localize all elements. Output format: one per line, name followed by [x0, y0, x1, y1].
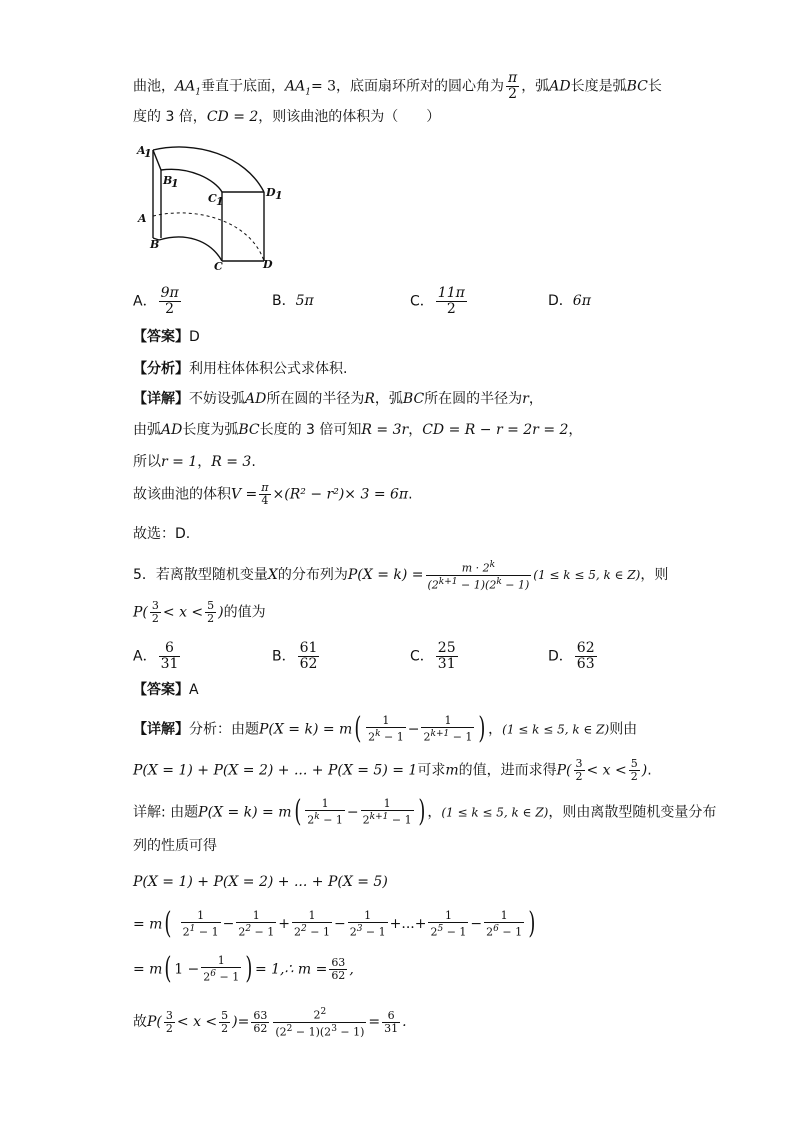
- frac-den: − 1): [501, 578, 530, 592]
- frac-num: 1: [361, 798, 414, 811]
- term-fraction: [348, 910, 388, 939]
- label-c: C: [214, 260, 223, 270]
- term-sign: −: [470, 916, 483, 933]
- math: = 1,∴ m =: [254, 961, 328, 978]
- frac-num: 1: [181, 910, 221, 923]
- frac-term-2: [421, 715, 474, 744]
- math: = m: [133, 916, 163, 933]
- frac-5-2: [205, 600, 216, 625]
- term-sign: +: [278, 916, 291, 933]
- option-fraction: [298, 641, 320, 672]
- frac-num: 6: [382, 1010, 400, 1023]
- math: ,: [349, 961, 354, 978]
- q4-analysis: [133, 359, 347, 379]
- option-letter: A．: [133, 648, 157, 665]
- math: P(X = 1) + P(X = 2) + ... + P(X = 5) = 1: [133, 762, 418, 779]
- q4-text: 曲池，: [133, 78, 175, 95]
- q4-math-sub: 1: [305, 87, 311, 98]
- sup: 2: [301, 924, 307, 934]
- frac-num: 62: [576, 640, 595, 656]
- sup: 2: [320, 1007, 327, 1017]
- q4-text: ，弧: [521, 78, 550, 95]
- option-letter: C．: [410, 293, 434, 310]
- math: P(X = k) =: [347, 567, 424, 584]
- text: ，: [408, 422, 423, 438]
- q5-detail-line-5: [133, 872, 388, 892]
- frac-den: 2: [430, 925, 438, 939]
- q4-option-a: [133, 286, 183, 317]
- option-letter: D．: [548, 648, 573, 665]
- frac-5-2: [629, 758, 640, 783]
- frac-den: − 1: [498, 925, 523, 939]
- frac-den: 2: [207, 612, 215, 625]
- frac-den: 2: [307, 813, 315, 827]
- q4-math-aa1: AA: [284, 78, 306, 95]
- math: R = 3r: [361, 422, 409, 438]
- option-fraction: [159, 286, 181, 317]
- frac-num: m · 2: [461, 561, 490, 575]
- sup: 2: [286, 1023, 293, 1034]
- math: (1 ≤ k ≤ 5, k ∈ Z): [533, 568, 641, 583]
- math: < x <: [162, 604, 204, 621]
- frac-num: 1: [236, 910, 276, 923]
- frac-den: − 1: [216, 970, 240, 984]
- q4-math-bc: BC: [626, 78, 648, 95]
- frac-num: 2: [313, 1008, 321, 1022]
- text: 长度为弧: [182, 422, 239, 438]
- frac-den: − 1)(2: [457, 578, 497, 592]
- frac-den: 62: [331, 968, 346, 982]
- frac-term-1: [305, 798, 345, 827]
- text: 分析：由题: [189, 721, 259, 738]
- q5-detail-line-8: [133, 1006, 407, 1038]
- q5-option-d: [548, 641, 599, 672]
- q5-stem-line-2: [133, 600, 266, 625]
- frac-num: 5: [207, 599, 215, 612]
- sup: k: [496, 576, 502, 587]
- frac-den: − 1: [362, 925, 386, 939]
- text: 所以: [133, 454, 161, 470]
- text: .: [251, 454, 256, 470]
- frac-den: 62: [299, 656, 318, 672]
- option-letter: B．: [272, 648, 296, 665]
- frac-den: 2: [630, 770, 638, 783]
- term-fraction: [181, 910, 221, 939]
- analysis-text: 利用柱体体积公式求体积.: [189, 361, 348, 377]
- frac-num: 11π: [437, 285, 465, 301]
- text: ，: [427, 804, 442, 821]
- frac-num: 5: [221, 1008, 229, 1022]
- q4-option-b: [272, 290, 314, 310]
- frac-den: − 1: [306, 925, 330, 939]
- q5-detail-line-4: [133, 836, 217, 856]
- label-d1: D: [266, 186, 276, 199]
- option-value: 6π: [572, 293, 591, 309]
- q4-text: 垂直于底面，: [200, 78, 285, 95]
- term-fraction: [484, 910, 524, 939]
- sup: k+1: [438, 576, 458, 587]
- math: < x <: [586, 762, 627, 779]
- answer-value: A: [189, 682, 199, 698]
- math: AD: [245, 391, 267, 407]
- text: .: [408, 486, 413, 503]
- frac-num: 1: [305, 798, 345, 811]
- frac-den: − 1): [336, 1025, 365, 1039]
- frac-power-ratio: [273, 1006, 366, 1038]
- option-fraction: [436, 641, 458, 672]
- math: P(X = k) = m: [198, 804, 292, 821]
- frac-den: 2: [221, 1021, 229, 1035]
- q4-stem-line-1: [133, 71, 662, 102]
- text: ，则: [640, 567, 669, 584]
- frac-6-31: [382, 1010, 400, 1035]
- text: 的分布列为: [277, 567, 348, 584]
- frac-num: 5: [630, 757, 638, 770]
- q5-stem-line-1: [133, 559, 668, 591]
- frac-num: 6: [159, 641, 181, 657]
- text: 的值为: [223, 604, 266, 621]
- frac-den: 2: [446, 301, 456, 317]
- q4-math-cd: CD = 2: [206, 109, 259, 125]
- label-b1: B: [163, 174, 173, 187]
- math: m: [445, 762, 459, 779]
- distribution-fraction: [426, 559, 532, 591]
- answer-tag: 【答案】: [133, 682, 189, 698]
- q5-option-b: [272, 641, 321, 672]
- math: R = 3: [211, 454, 252, 470]
- frac-63-62: [251, 1010, 269, 1035]
- frac-num: 3: [151, 599, 159, 612]
- option-fraction: [159, 641, 181, 672]
- math: r: [522, 391, 529, 407]
- q4-option-d: [548, 290, 591, 310]
- math: −: [407, 721, 420, 738]
- frac-num: 63: [331, 955, 346, 969]
- q4-text: ，底面扇环所对的圆心角为: [336, 78, 505, 95]
- detail-tag: 【详解】: [133, 721, 189, 738]
- math: P(: [133, 604, 148, 621]
- right-paren: ): [417, 794, 425, 830]
- math: BC: [402, 391, 425, 407]
- text: 列的性质可得: [133, 838, 217, 854]
- q4-text: 长: [647, 78, 662, 95]
- term-sign: +...+: [389, 916, 427, 933]
- sup: 6: [493, 924, 499, 934]
- math: R: [364, 391, 375, 407]
- frac-num: 1: [484, 910, 524, 923]
- frac-den: 31: [160, 656, 179, 672]
- math: P(X = k) = m: [259, 721, 353, 738]
- math: =: [368, 1014, 381, 1031]
- q4-detail-line-4: [133, 482, 413, 507]
- math: (1 ≤ k ≤ 5, k ∈ Z): [441, 805, 549, 820]
- text: ，则由离散型随机变量分布: [548, 804, 717, 821]
- sup: k: [375, 729, 381, 739]
- math: =: [237, 1014, 250, 1031]
- frac-den: 2: [486, 925, 494, 939]
- frac-3-2: [150, 600, 161, 625]
- q4-math-sub: 1: [195, 87, 201, 98]
- option-letter: C．: [410, 648, 434, 665]
- frac-den: 2: [349, 925, 357, 939]
- sup: k+1: [369, 812, 389, 822]
- option-fraction: [575, 641, 597, 672]
- frac-den: − 1: [380, 730, 404, 744]
- label-c1-sub: 1: [216, 195, 224, 208]
- term-fraction: [292, 910, 332, 939]
- frac-den: − 1: [449, 730, 473, 744]
- frac-3-2: [164, 1010, 175, 1035]
- q4-text: ，则该曲池的体积为（ ）: [258, 109, 441, 125]
- frac-num: 3: [575, 757, 583, 770]
- q5-detail-line-3: [133, 794, 717, 830]
- question-number: 5．: [133, 567, 156, 584]
- q4-math-ad: AD: [549, 78, 571, 95]
- math: P(: [147, 1014, 162, 1031]
- q4-frac-num: π: [508, 70, 518, 86]
- frac-num: 1: [421, 715, 474, 728]
- label-d1-sub: 1: [275, 189, 283, 202]
- math: .: [402, 1014, 407, 1031]
- frac-den: 2: [368, 730, 376, 744]
- frac-num: 1: [201, 955, 241, 968]
- answer-tag: 【答案】: [133, 329, 189, 345]
- q5-detail-line-7: [133, 951, 354, 987]
- frac-num: 63: [253, 1008, 268, 1022]
- q4-answer: [133, 327, 200, 347]
- math: (1 ≤ k ≤ 5, k ∈ Z): [502, 722, 610, 737]
- q4-stem-line-2: [133, 107, 440, 127]
- frac-num: 1: [292, 910, 332, 923]
- frac-num: π: [261, 481, 269, 494]
- sup: k: [489, 560, 496, 570]
- math: −: [346, 804, 359, 821]
- option-fraction: [436, 286, 467, 317]
- frac-num: 9π: [160, 285, 179, 301]
- frac-den: − 1: [251, 925, 275, 939]
- frac-term: [201, 955, 241, 984]
- text: 故选：D.: [133, 526, 191, 542]
- label-a1-sub: 1: [144, 147, 152, 160]
- text: ，: [568, 422, 583, 438]
- option-letter: A．: [133, 293, 157, 310]
- label-a1: A: [137, 144, 146, 157]
- frac-den: 2: [165, 1021, 173, 1035]
- math: ): [232, 1014, 238, 1031]
- frac-den: 2: [238, 925, 246, 939]
- frac-63-62: [329, 957, 347, 982]
- label-d: D: [263, 258, 273, 270]
- frac-den: 31: [384, 1021, 399, 1035]
- right-paren: ): [528, 906, 536, 942]
- sup: 5: [437, 924, 444, 934]
- analysis-tag: 【分析】: [133, 361, 189, 377]
- frac-term-2: [361, 798, 414, 827]
- text: 故该曲池的体积: [133, 486, 231, 503]
- text: ，: [197, 454, 212, 470]
- q5-detail-line-6: [133, 906, 538, 942]
- frac-den: − 1: [388, 813, 412, 827]
- text: 故: [133, 1014, 147, 1031]
- sup: 3: [331, 1023, 337, 1034]
- text: ，: [528, 391, 543, 407]
- q5-answer: [133, 680, 199, 700]
- text: 详解: 由题: [133, 804, 199, 821]
- sup: 2: [245, 924, 252, 934]
- term-sign: −: [333, 916, 346, 933]
- frac-den: − 1: [319, 813, 343, 827]
- math: P(X = 1) + P(X = 2) + ... + P(X = 5): [133, 874, 388, 890]
- frac-den: 2: [151, 612, 159, 625]
- math: = m: [133, 961, 163, 978]
- telescoping-terms: [179, 909, 526, 939]
- q4-angle-fraction: [506, 71, 519, 102]
- frac-den: − 1: [195, 925, 219, 939]
- q4-frac-den: 2: [508, 86, 518, 102]
- q5-detail-line-1: [133, 711, 638, 747]
- frac-3-2: [574, 758, 585, 783]
- frac-den: 62: [253, 1021, 268, 1035]
- right-paren: ): [245, 951, 253, 987]
- text: .: [647, 762, 652, 779]
- math: CD = R − r = 2r = 2: [422, 422, 569, 438]
- q4-detail-line-1: [133, 389, 543, 409]
- frac-den: (2: [275, 1025, 287, 1039]
- left-paren: (: [293, 794, 301, 830]
- text: ，: [488, 721, 503, 738]
- frac-den: 2: [203, 970, 211, 984]
- sup: k: [314, 812, 320, 822]
- q4-text: 度的 3 倍，: [133, 109, 207, 125]
- q5-option-c: [410, 641, 460, 672]
- q4-conclusion: [133, 524, 190, 544]
- label-a: A: [138, 212, 147, 225]
- frac-den: 63: [576, 656, 595, 672]
- label-c1: C: [208, 192, 217, 205]
- math: ): [218, 604, 224, 621]
- frac-5-2: [219, 1010, 230, 1035]
- option-letter: B．: [272, 293, 296, 309]
- frac-num: 3: [165, 1008, 173, 1022]
- sup: 6: [210, 969, 217, 979]
- math: ×(R² − r²)× 3 = 6π: [272, 486, 409, 503]
- frac-den: − 1)(2: [292, 1025, 332, 1039]
- option-letter: D．: [548, 293, 573, 309]
- label-b1-sub: 1: [171, 177, 179, 190]
- text: 由弧: [133, 422, 161, 438]
- math: ): [641, 762, 648, 779]
- frac-den: 31: [437, 656, 456, 672]
- math: X: [267, 567, 278, 584]
- frac-den: 2: [294, 925, 302, 939]
- text: 所在圆的半径为: [424, 391, 523, 407]
- frac-num: 1: [366, 715, 406, 728]
- pi-over-4: [259, 482, 270, 507]
- text: 若离散型随机变量: [155, 567, 268, 584]
- frac-den: 4: [261, 494, 269, 507]
- label-b: B: [150, 238, 160, 251]
- q4-math-eq: = 3: [310, 78, 337, 95]
- q5-option-a: [133, 641, 182, 672]
- sup: 3: [356, 924, 363, 934]
- math: r = 1: [161, 454, 198, 470]
- q4-text: 长度是弧: [570, 78, 627, 95]
- frac-num: 1: [348, 910, 388, 923]
- text: 所在圆的半径为: [266, 391, 365, 407]
- math: < x <: [176, 1014, 218, 1031]
- frac-term-1: [366, 715, 406, 744]
- left-paren: (: [164, 906, 172, 942]
- frac-num: 25: [437, 640, 456, 656]
- math: V =: [231, 486, 258, 503]
- math: 1 −: [174, 961, 200, 978]
- text: 长度的 3 倍可知: [259, 422, 362, 438]
- left-paren: (: [354, 711, 362, 747]
- math: P(: [556, 762, 572, 779]
- q4-detail-line-2: [133, 420, 582, 440]
- sup: k+1: [430, 729, 450, 739]
- detail-tag: 【详解】: [133, 391, 189, 407]
- term-fraction: [236, 910, 276, 939]
- frac-den: − 1: [443, 925, 467, 939]
- frac-num: 61: [299, 640, 318, 656]
- text: ，弧: [374, 391, 403, 407]
- frac-den: 2: [165, 301, 175, 317]
- term-sign: −: [222, 916, 235, 933]
- math: AD: [161, 422, 183, 438]
- text: 可求: [417, 762, 446, 779]
- q4-figure-curved-pool: [135, 140, 285, 270]
- text: 的值，进而求得: [458, 762, 557, 779]
- frac-den: 2: [362, 813, 370, 827]
- q5-detail-line-2: [133, 758, 652, 783]
- frac-den: 2: [423, 730, 431, 744]
- math: BC: [238, 422, 260, 438]
- answer-value: D: [189, 329, 200, 345]
- sup: 1: [189, 924, 196, 934]
- text: 不妨设弧: [189, 391, 245, 407]
- q4-option-c: [410, 286, 469, 317]
- frac-den: 2: [182, 925, 190, 939]
- frac-den: 2: [575, 770, 583, 783]
- text: 则由: [609, 721, 638, 738]
- q4-math-aa1: AA: [175, 78, 196, 95]
- frac-num: 1: [428, 910, 468, 923]
- frac-den: (2: [427, 578, 439, 592]
- left-paren: (: [164, 951, 172, 987]
- right-paren: ): [478, 711, 486, 747]
- term-fraction: [428, 910, 468, 939]
- q4-detail-line-3: [133, 452, 256, 472]
- option-value: 5π: [295, 293, 314, 309]
